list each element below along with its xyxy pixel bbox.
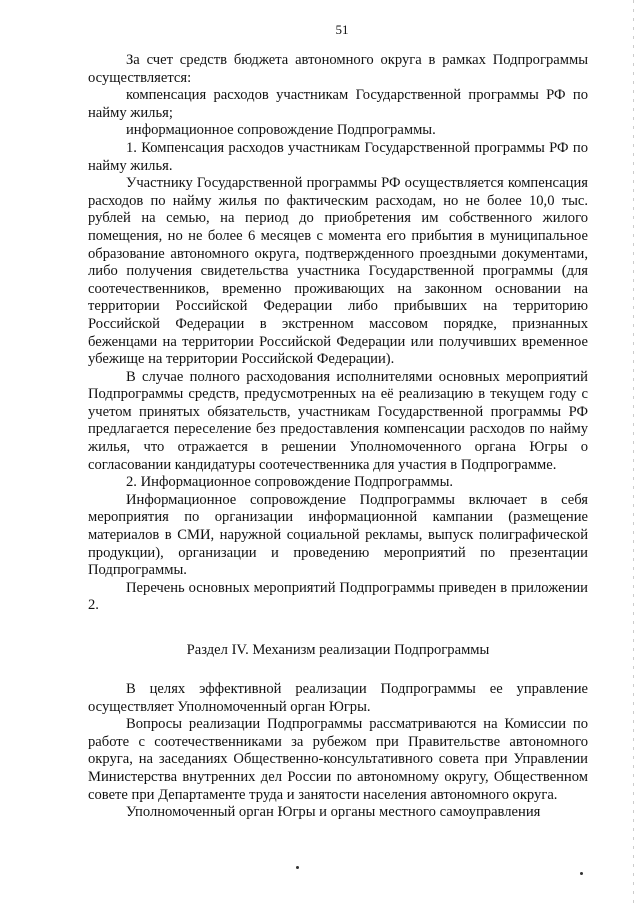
page-number: 51 xyxy=(335,22,349,37)
paragraph: За счет средств бюджета автономного округа в рамках Подпрограммы осуществляется: xyxy=(88,52,588,86)
paragraph: В случае полного расходования исполнителями основных мероприятий Подпрограммы средств, предусмотренных на её реализацию в текущем году с учетом принятых обязательств, участникам Государственной программы РФ предлагается переселение без предоставления компенсации расходов по найму жилья, что отражается в решении Уполномоченного органа Югры о согласовании кандидатуры соотечественника для участия в Подпрограмме. xyxy=(88,368,588,473)
paragraph: компенсация расходов участникам Государственной программы РФ по найму жилья; xyxy=(88,87,588,121)
body-text-top xyxy=(88,52,588,615)
section-heading: Раздел IV. Механизм реализации Подпрограммы xyxy=(186,642,490,658)
paragraph: Уполномоченный орган Югры и органы местного самоуправления xyxy=(126,804,541,821)
paragraph: В целях эффективной реализации Подпрограммы ее управление осуществляет Уполномоченный орган Югры. xyxy=(88,681,588,715)
paragraph: информационное сопровождение Подпрограммы. xyxy=(126,122,436,139)
scan-edge-artifact xyxy=(633,0,634,905)
paragraph: Перечень основных мероприятий Подпрограммы приведен в приложении 2. xyxy=(88,579,588,614)
scan-speck xyxy=(296,866,299,869)
paragraph: Участнику Государственной программы РФ осуществляется компенсация расходов по найму жилья по фактическим расходам, но не более 10,0 тыс. рублей на семью, на период до приобретения им собственного жилого помещения, но не более 6 месяцев с момента его прибытия в муниципальное образование автономного округа, подтвержденного проездными документами, либо получения свидетельства участника Государственной программы (для соотечественников, временно проживающих на законном основании на территории Российской Федерации либо прибывших на территорию Российской Федерации в экстренном массовом порядке, признанных беженцами на территории Российской Федерации или получивших временное убежище на территории Российской Федерации). xyxy=(88,175,588,368)
paragraph: 1. Компенсация расходов участникам Государственной программы РФ по найму жилья. xyxy=(88,139,588,174)
scan-speck xyxy=(580,872,583,875)
body-text-bottom xyxy=(88,681,588,822)
paragraph: Информационное сопровождение Подпрограммы включает в себя мероприятия по организации информационной кампании (размещение материалов в СМИ, наружной социальной рекламы, выпуск полиграфической продукции), организации и проведению мероприятий по презентации Подпрограммы. xyxy=(88,491,588,579)
paragraph: Вопросы реализации Подпрограммы рассматриваются на Комиссии по работе с соотечественниками за рубежом при Правительстве автономного округа, на заседаниях Общественно-консультативного совета при Управлении Министерства внутренних дел России по автономному округу, Общественном совете при Департаменте труда и занятости населения автономного округа. xyxy=(88,716,588,803)
paragraph: 2. Информационное сопровождение Подпрограммы. xyxy=(126,474,454,491)
